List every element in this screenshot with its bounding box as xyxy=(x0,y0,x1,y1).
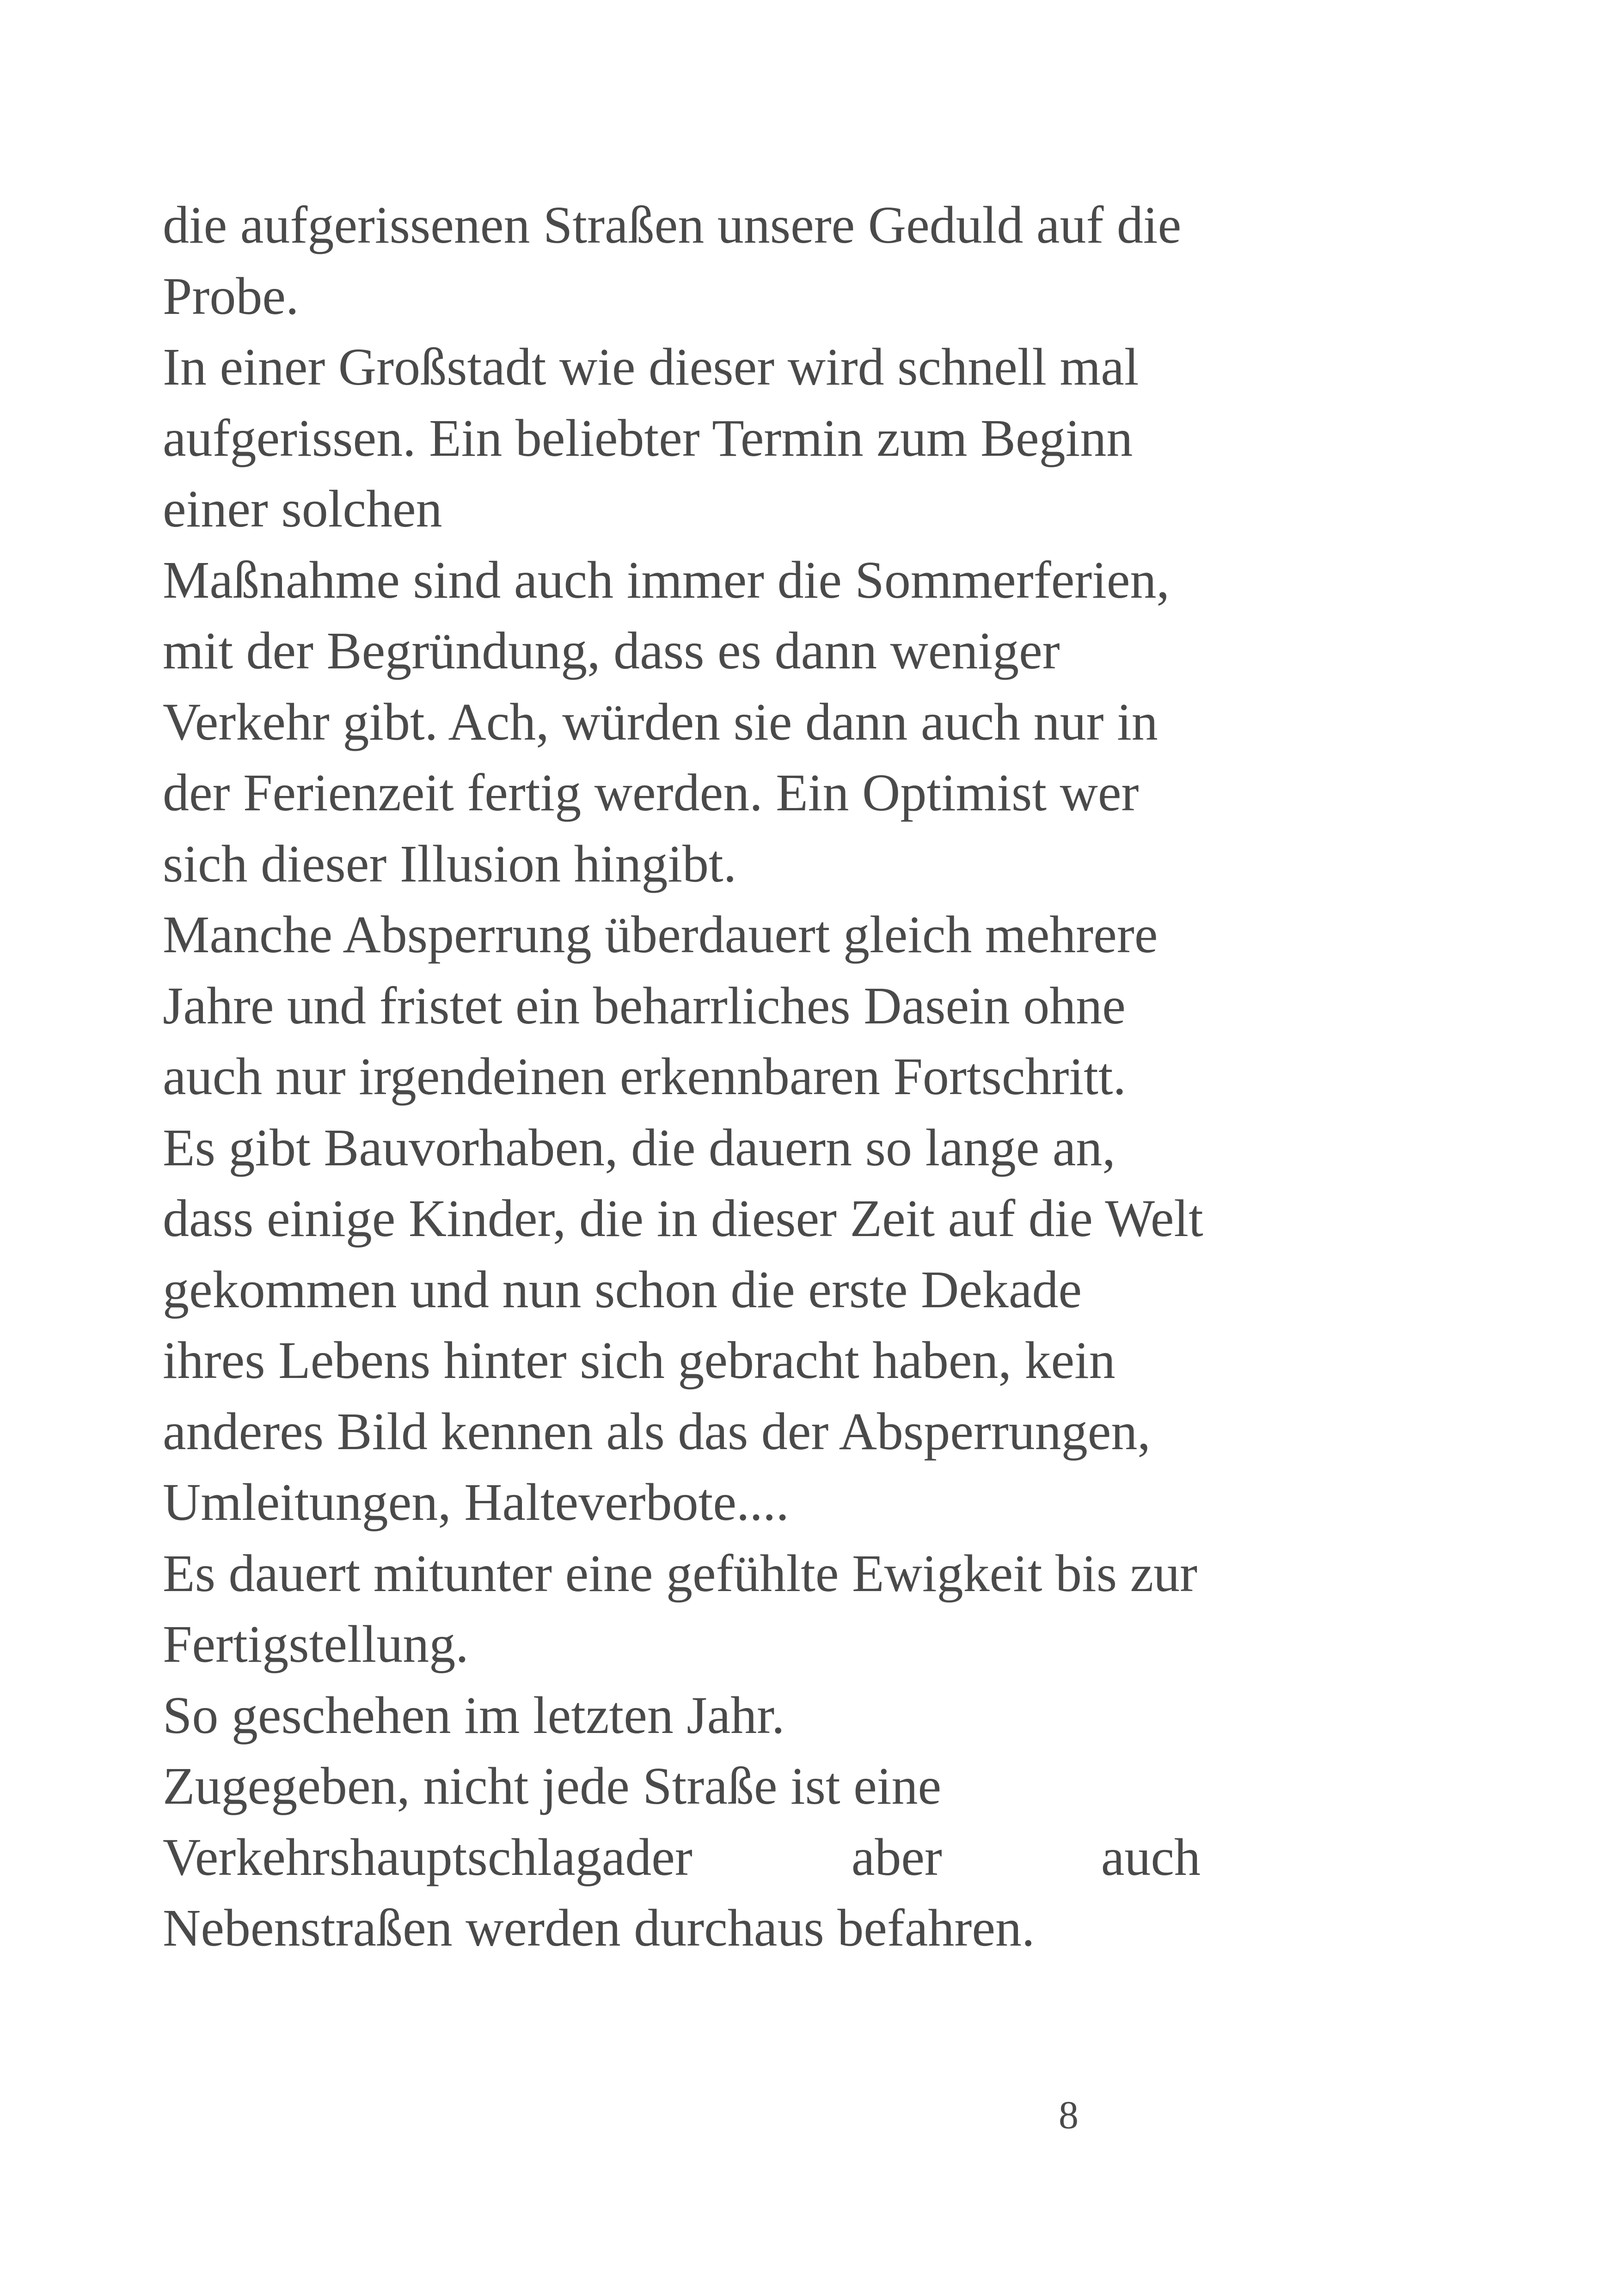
text-line: Jahre und fristet ein beharrliches Dasein ohne xyxy=(163,976,1126,1035)
body-text xyxy=(163,190,1295,1964)
text-line: einer solchen xyxy=(163,479,442,538)
text-line: Es dauert mitunter eine gefühlte Ewigkeit bis zur xyxy=(163,1543,1198,1603)
text-line: Fertigstellung. xyxy=(163,1615,469,1673)
text-line: aufgerissen. Ein beliebter Termin zum Beginn xyxy=(163,408,1133,467)
text-line: mit der Begründung, dass es dann weniger xyxy=(163,621,1060,680)
justified-word: aber xyxy=(851,1827,942,1886)
text-line: In einer Großstadt wie dieser wird schnell mal xyxy=(163,337,1139,396)
text-line: Probe. xyxy=(163,266,299,325)
text-line: auch nur irgendeinen erkennbaren Fortschritt. xyxy=(163,1047,1127,1106)
text-line: anderes Bild kennen als das der Absperrungen, xyxy=(163,1402,1151,1461)
justified-text-line xyxy=(163,1822,1201,1893)
text-line: ihres Lebens hinter sich gebracht haben, kein xyxy=(163,1331,1115,1390)
text-line: Maßnahme sind auch immer die Sommerferien, xyxy=(163,550,1170,609)
page-number: 8 xyxy=(1059,2093,1079,2137)
text-line: sich dieser Illusion hingibt. xyxy=(163,834,737,893)
justified-word: Verkehrshauptschlagader xyxy=(163,1827,693,1886)
text-line: So geschehen im letzten Jahr. xyxy=(163,1685,785,1745)
text-line: gekommen und nun schon die erste Dekade xyxy=(163,1260,1082,1319)
text-line: die aufgerissenen Straßen unsere Geduld auf die xyxy=(163,196,1182,254)
text-line: Zugegeben, nicht jede Straße ist eine xyxy=(163,1757,942,1815)
justified-word: auch xyxy=(1101,1827,1201,1886)
text-line: Manche Absperrung überdauert gleich mehrere xyxy=(163,905,1158,964)
text-line: Verkehr gibt. Ach, würden sie dann auch nur in xyxy=(163,692,1158,751)
text-line: der Ferienzeit fertig werden. Ein Optimist wer xyxy=(163,763,1139,822)
text-line: Nebenstraßen werden durchaus befahren. xyxy=(163,1898,1035,1957)
text-line: Umleitungen, Halteverbote.... xyxy=(163,1473,789,1531)
text-line: dass einige Kinder, die in dieser Zeit auf die Welt xyxy=(163,1189,1203,1248)
text-line: Es gibt Bauvorhaben, die dauern so lange an, xyxy=(163,1118,1115,1177)
